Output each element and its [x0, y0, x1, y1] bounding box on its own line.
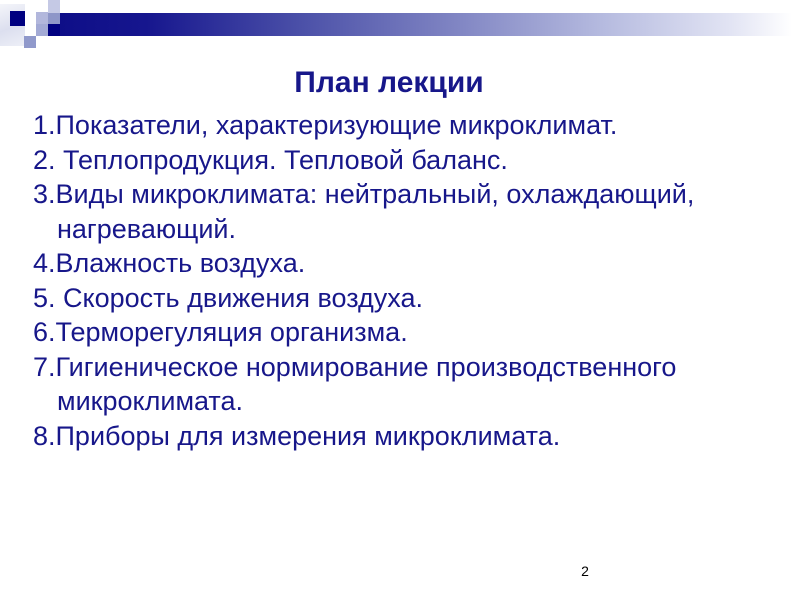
list-item: 6.Терморегуляция организма. [33, 317, 408, 347]
slide-content [33, 64, 745, 453]
deco-square-navy-large [10, 11, 25, 26]
lecture-plan-list [33, 108, 745, 453]
deco-square-lavender-a [36, 12, 48, 24]
list-item: 7.Гигиеническое нормирование производственного микроклимата. [33, 351, 677, 416]
list-item: 4.Влажность воздуха. [33, 248, 306, 278]
deco-square-gray-blue [48, 13, 60, 24]
list-item: 8.Приборы для измерения микроклимата. [33, 420, 561, 451]
list-item: 1.Показатели, характеризующие микроклимат. [33, 110, 618, 140]
list-item: 3.Виды микроклимата: нейтральный, охлаждающий, нагревающий. [33, 179, 695, 244]
list-item: 2. Теплопродукция. Тепловой баланс. [33, 144, 508, 175]
slide-title: План лекции [294, 66, 484, 99]
deco-square-light-top [48, 0, 60, 13]
deco-square-lavender-b [36, 24, 48, 36]
deco-square-navy-small [48, 24, 60, 36]
list-item: 5. Скорость движения воздуха. [33, 282, 423, 313]
header-gradient-bar [58, 13, 792, 36]
page-number: 2 [581, 563, 589, 579]
deco-square-lavender-low [24, 36, 36, 48]
